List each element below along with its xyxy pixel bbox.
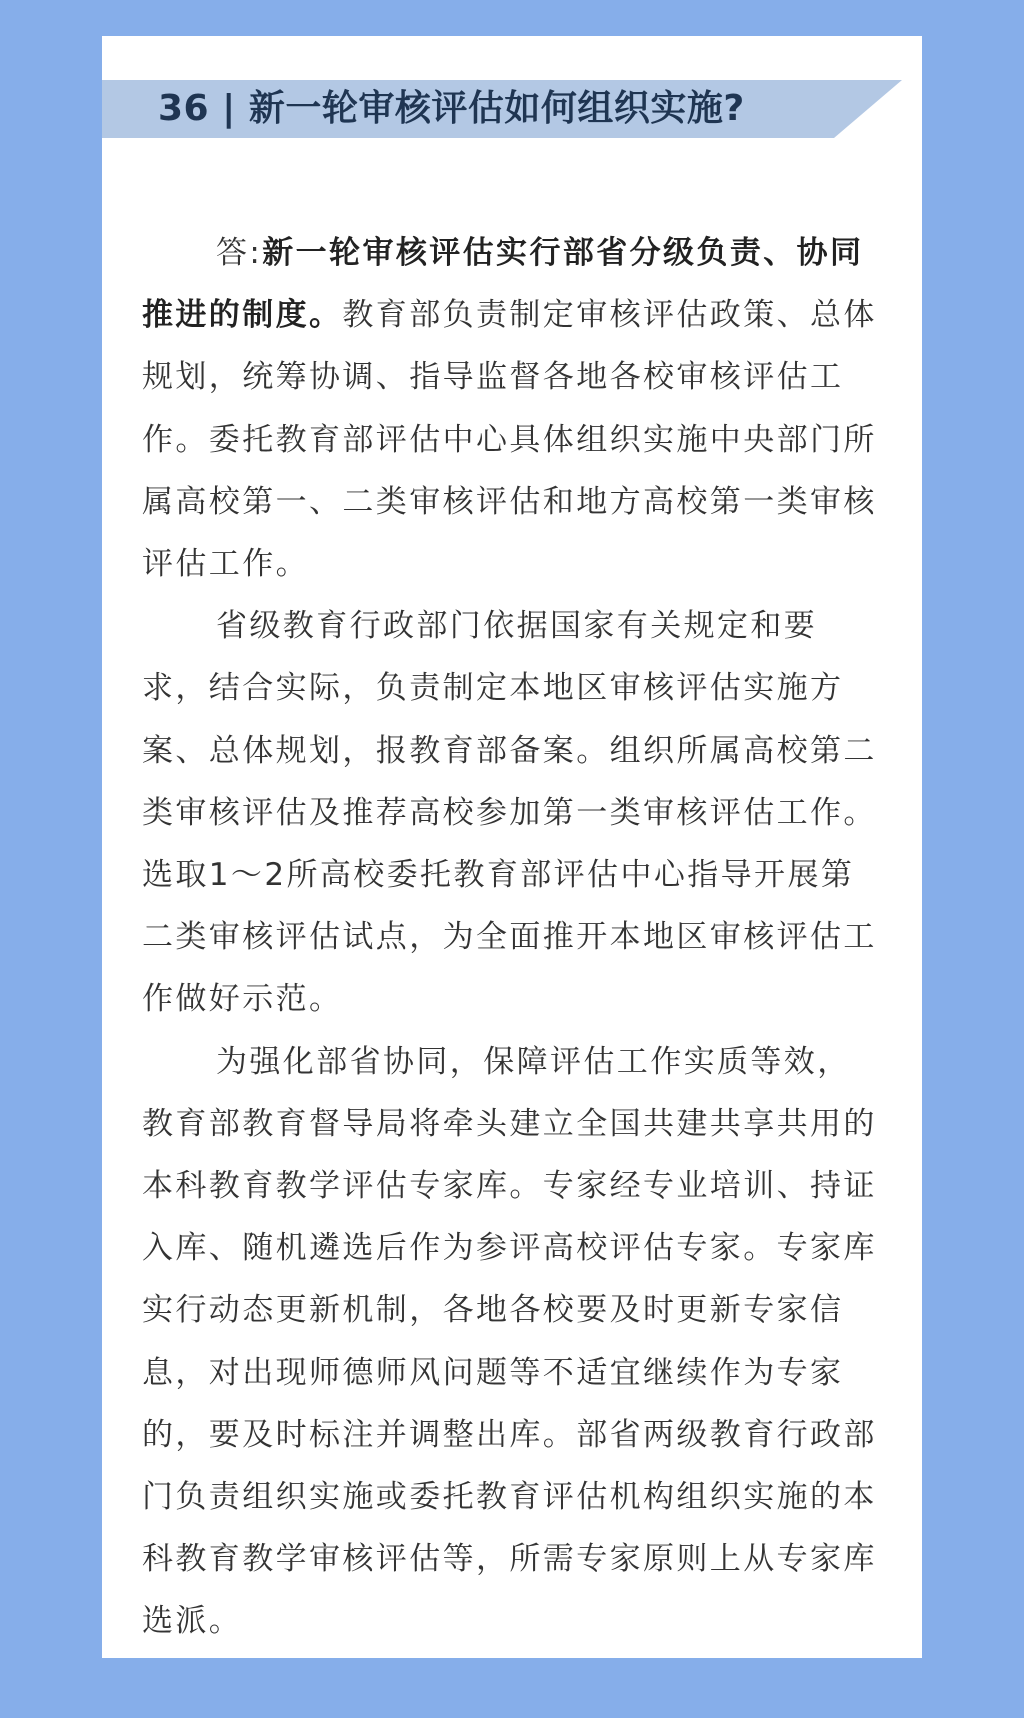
article-body: [142, 222, 882, 1653]
content-card: [102, 36, 922, 1658]
paragraph-expert-pool: 为强化部省协同，保障评估工作实质等效，教育部教育督导局将牵头建立全国共建共享共用的本科教育教学评估专家库。专家经专业培训、持证入库、随机遴选后作为参评高校评估专家。专家库实行动态更新机制，各地各校要及时更新专家信息，对出现师德师风问题等不适宜继续作为专家的，要及时标注并调整出库。部省两级教育行政部门负责组织实施或委托教育评估机构组织实施的本科教育教学审核评估等，所需专家原则上从专家库选派。: [142, 1043, 877, 1640]
answer-prefix: 答:: [216, 235, 263, 271]
page-title: 36 | 新一轮审核评估如何组织实施?: [158, 88, 745, 129]
paragraph-answer: [142, 222, 882, 595]
title-banner: [102, 80, 902, 138]
paragraph-provincial: 省级教育行政部门依据国家有关规定和要求，结合实际，负责制定本地区审核评估实施方案、总体规划，报教育部备案。组织所属高校第二类审核评估及推荐高校参加第一类审核评估工作。选取1～2所高校委托教育部评估中心指导开展第二类审核评估试点，为全面推开本地区审核评估工作做好示范。: [142, 608, 877, 1018]
answer-bold-statement: 新一轮审核评估实行部省分级负责、协同推进的制度。: [142, 235, 864, 334]
answer-body: 教育部负责制定审核评估政策、总体规划，统筹协调、指导监督各地各校审核评估工作。委托教育部评估中心具体组织实施中央部门所属高校第一、二类审核评估和地方高校第一类审核评估工作。: [142, 297, 877, 583]
